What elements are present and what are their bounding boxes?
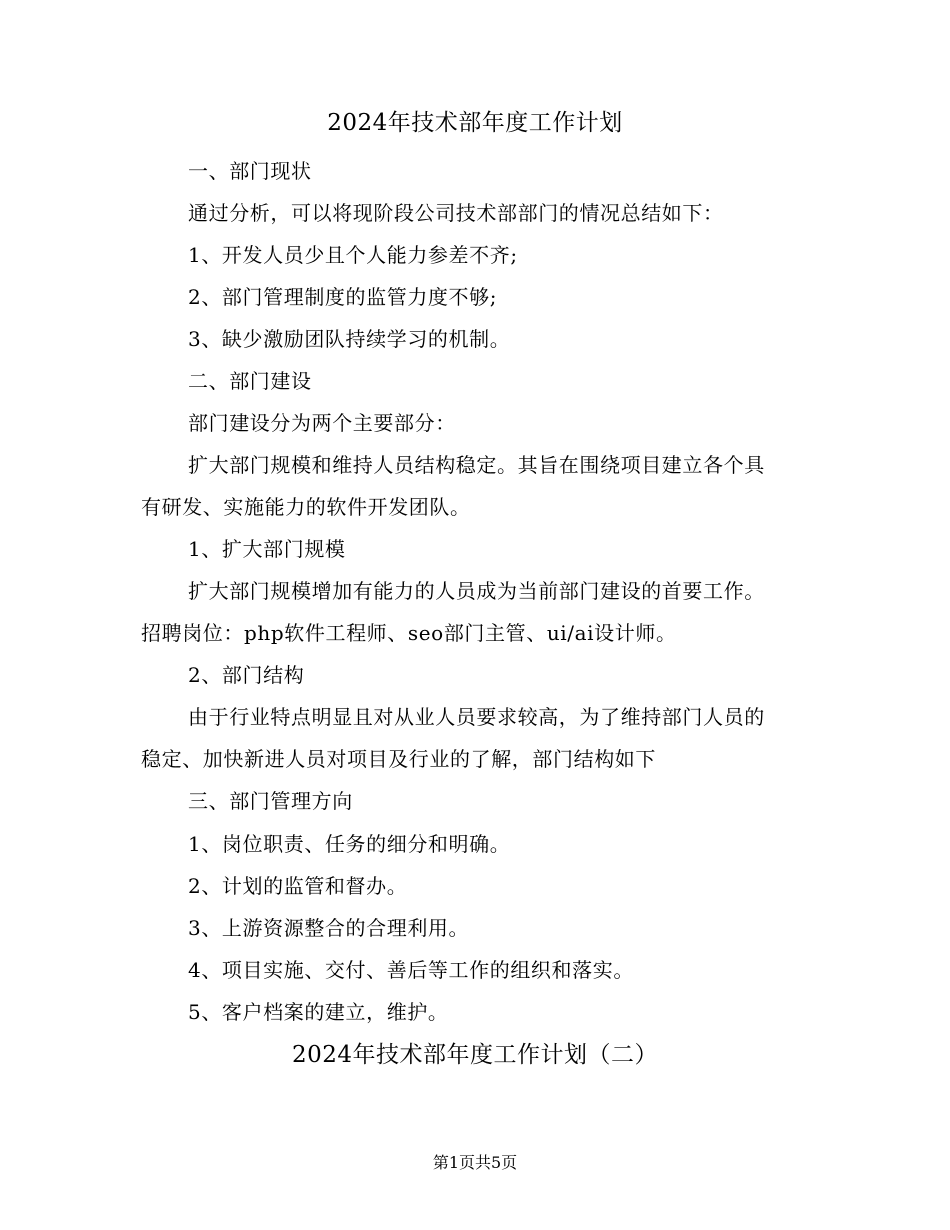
document-title: 2024年技术部年度工作计划 — [327, 110, 623, 136]
paragraph-line: 扩大部门规模增加有能力的人员成为当前部门建设的首要工作。 — [188, 579, 765, 603]
paragraph-line: 有研发、实施能力的软件开发团队。 — [141, 495, 471, 519]
list-item: 3、缺少激励团队持续学习的机制。 — [188, 327, 511, 351]
list-item: 2、计划的监管和督办。 — [188, 874, 408, 898]
list-item: 5、客户档案的建立，维护。 — [188, 1000, 449, 1024]
document-title-part-two: 2024年技术部年度工作计划（二） — [291, 1042, 659, 1068]
list-item: 4、项目实施、交付、善后等工作的组织和落实。 — [188, 958, 634, 982]
section-heading-building: 二、部门建设 — [188, 369, 312, 393]
list-item: 1、岗位职责、任务的细分和明确。 — [188, 832, 511, 856]
section-heading-status: 一、部门现状 — [188, 159, 312, 183]
subsection-heading: 2、部门结构 — [188, 663, 305, 687]
subsection-heading: 1、扩大部门规模 — [188, 537, 346, 561]
section-intro: 部门建设分为两个主要部分： — [188, 411, 456, 435]
list-item: 3、上游资源整合的合理利用。 — [188, 916, 470, 940]
page-number: 第1页共5页 — [432, 1153, 518, 1172]
section-heading-management: 三、部门管理方向 — [188, 789, 353, 813]
list-item: 2、部门管理制度的监管力度不够; — [188, 285, 498, 309]
section-intro: 通过分析，可以将现阶段公司技术部部门的情况总结如下： — [188, 201, 724, 225]
paragraph-line: 稳定、加快新进人员对项目及行业的了解，部门结构如下 — [141, 747, 656, 771]
paragraph-line: 招聘岗位：php软件工程师、seo部门主管、ui/ai设计师。 — [141, 621, 677, 645]
list-item: 1、开发人员少且个人能力参差不齐; — [188, 243, 518, 267]
paragraph-line: 由于行业特点明显且对从业人员要求较高，为了维持部门人员的 — [188, 705, 765, 729]
paragraph-line: 扩大部门规模和维持人员结构稳定。其旨在围绕项目建立各个具 — [188, 453, 765, 477]
